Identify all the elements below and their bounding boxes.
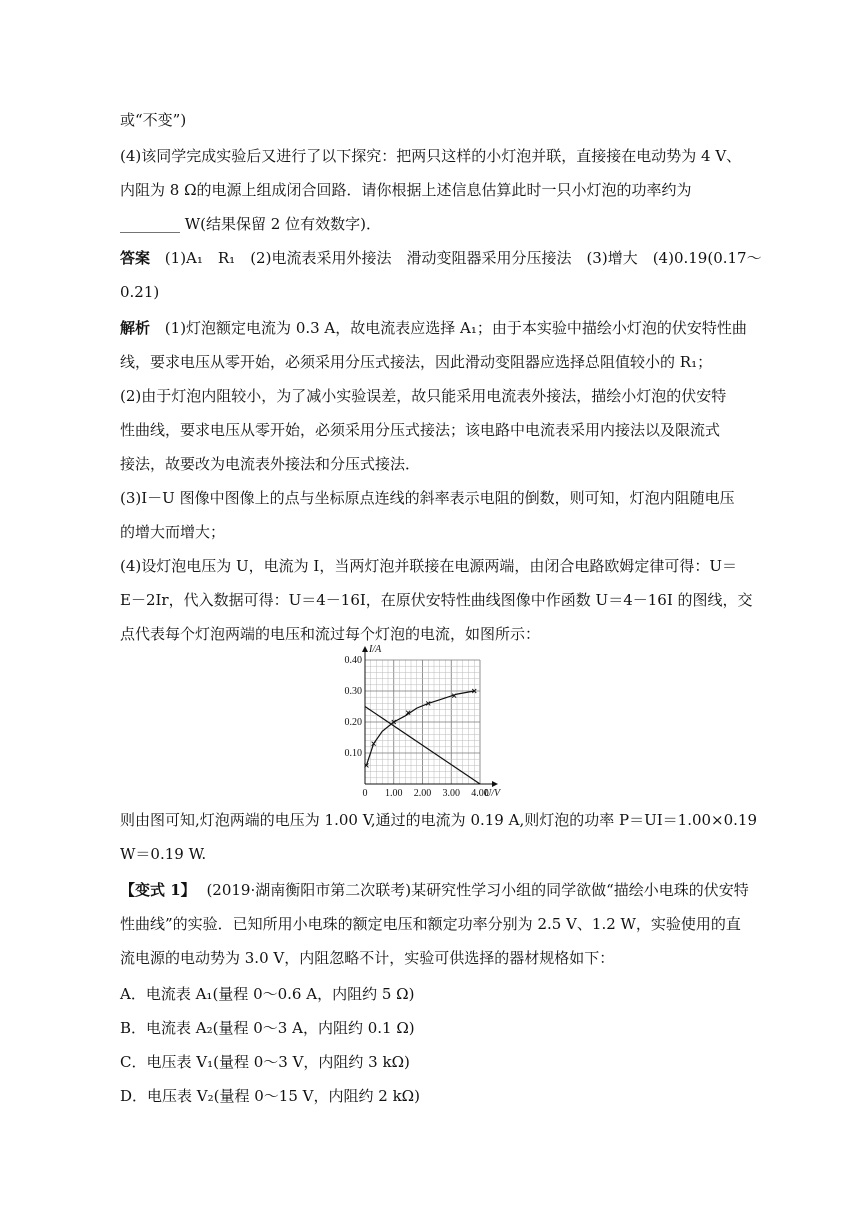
text-line: 或“不变”) bbox=[120, 111, 187, 129]
answer-blank-line: ________ W(结果保留 2 位有效数字)． bbox=[120, 215, 381, 233]
text-line: 接法，故要改为电流表外接法和分压式接法． bbox=[120, 455, 421, 473]
analysis-text: (1)灯泡额定电流为 0.3 A，故电流表应选择 A₁；由于本实验中描绘小灯泡的伏安特性曲 bbox=[164, 319, 747, 337]
variant-text: (2019·湖南衡阳市第二次联考)某研究性学习小组的同学欲做“描绘小电珠的伏安特 bbox=[206, 881, 749, 899]
question-4: (4)该同学完成实验后又进行了以下探究：把两只这样的小灯泡并联，直接接在电动势为 4 V、 bbox=[120, 147, 742, 165]
answer-label: 答案 bbox=[120, 249, 151, 267]
x-axis-arrow bbox=[492, 781, 498, 787]
text-line: (2)由于灯泡内阻较小，为了减小实验误差，故只能采用电流表外接法，描绘小灯泡的伏安特 bbox=[120, 387, 727, 405]
text-line: (3)I－U 图像中图像上的点与坐标原点连线的斜率表示电阻的倒数，则可知，灯泡内阻随电压 bbox=[120, 489, 735, 507]
analysis-label: 解析 bbox=[120, 319, 151, 337]
text-line: W＝0.19 W. bbox=[120, 845, 207, 863]
y-tick-label: 0.10 bbox=[344, 748, 362, 759]
option-c: C．电压表 V₁(量程 0～3 V，内阻约 3 kΩ) bbox=[120, 1053, 410, 1071]
text-line: 线，要求电压从零开始，必须采用分压式接法，因此滑动变阻器应选择总阻值较小的 R₁； bbox=[120, 353, 713, 371]
y-axis-label: I/A bbox=[369, 644, 382, 655]
text-line: 性曲线”的实验．已知所用小电珠的额定电压和额定功率分别为 2.5 V、1.2 W，实验使用的直 bbox=[120, 915, 741, 933]
text-line: 0.21) bbox=[120, 283, 160, 301]
y-tick-label: 0.30 bbox=[344, 686, 362, 697]
analysis-line bbox=[120, 318, 747, 338]
x-tick-label: 2.00 bbox=[413, 788, 432, 799]
x-tick-label: 1.00 bbox=[385, 788, 403, 799]
text-line: E－2Ir，代入数据可得：U＝4－16I，在原伏安特性曲线图像中作函数 U＝4－16I 的图线，交 bbox=[120, 591, 753, 609]
option-d: D．电压表 V₂(量程 0～15 V，内阻约 2 kΩ) bbox=[120, 1087, 420, 1105]
option-b: B．电流表 A₂(量程 0～3 A，内阻约 0.1 Ω) bbox=[120, 1019, 415, 1037]
x-axis-label: U/V bbox=[484, 788, 501, 799]
text-line: 性曲线，要求电压从零开始，必须采用分压式接法；该电路中电流表采用内接法以及限流式 bbox=[120, 421, 721, 439]
iu-graph bbox=[335, 642, 515, 800]
text-line: 则由图可知,灯泡两端的电压为 1.00 V,通过的电流为 0.19 A,则灯泡的功率 P＝UI＝1.00×0.19 bbox=[120, 811, 758, 829]
text-line: 内阻为 8 Ω的电源上组成闭合回路．请你根据上述信息估算此时一只小灯泡的功率约为 bbox=[120, 181, 692, 199]
y-tick-label: 0.20 bbox=[344, 717, 362, 728]
x-tick-label: 3.00 bbox=[442, 788, 460, 799]
y-axis-arrow bbox=[362, 646, 368, 652]
x-tick-label: 0 bbox=[362, 788, 368, 799]
text-line: (4)设灯泡电压为 U，电流为 I，当两灯泡并联接在电源两端，由闭合电路欧姆定律可得：U＝ bbox=[120, 557, 737, 575]
variant-label: 【变式 1】 bbox=[120, 881, 196, 899]
chart-labels bbox=[345, 644, 503, 799]
y-tick-label: 0.40 bbox=[344, 655, 362, 666]
variant-line bbox=[120, 880, 749, 900]
chart-grid bbox=[365, 660, 480, 784]
text-line: 流电源的电动势为 3.0 V，内阻忽略不计，实验可供选择的器材规格如下： bbox=[120, 949, 615, 967]
option-a: A．电流表 A₁(量程 0～0.6 A，内阻约 5 Ω) bbox=[120, 985, 415, 1003]
text-line: 的增大而增大； bbox=[120, 523, 226, 541]
answer-line bbox=[120, 248, 762, 268]
x-tick-label: 4.00 bbox=[471, 788, 489, 799]
answer-text: (1)A₁ R₁ (2)电流表采用外接法 滑动变阻器采用分压接法 (3)增大 (4)0.19(0.17～ bbox=[164, 249, 762, 267]
text-line: 点代表每个灯泡两端的电压和流过每个灯泡的电流，如图所示： bbox=[120, 625, 541, 643]
